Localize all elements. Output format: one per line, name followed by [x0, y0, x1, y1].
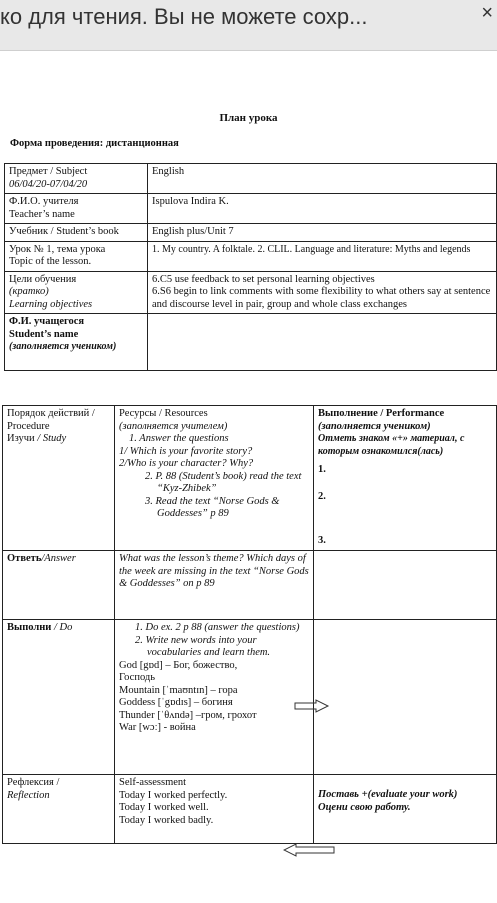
reflection-performance-cell[interactable] [314, 775, 497, 844]
left-arrow-icon [283, 843, 335, 857]
study-item: 3. Read the text “Norse Gods & Goddesses” p 89 [145, 495, 280, 519]
student-label-ru: Ф.И. учащегося [9, 316, 85, 327]
student-label-cell [5, 314, 148, 371]
teacher-label-cell [5, 194, 148, 224]
goals-label-ru2: (кратко) [9, 286, 49, 297]
subject-label-cell [5, 164, 148, 194]
do-item: 2. Write new words into your vocabularies and learn them. [135, 634, 271, 658]
vocab-line: Mountain [ˈmaʊntɪn] – гора [119, 684, 238, 696]
read-only-notice-text: ко для чтения. Вы не можете сохр... [0, 4, 368, 29]
answer-text: What was the lesson’s theme? Which days of the week are missing in the text “Norse Gods & Goddesses” on p 89 [119, 553, 309, 589]
reflection-resources-cell [115, 775, 314, 844]
perf-mark-1: 1. [318, 464, 326, 475]
performance-label: Выполнение / Performance [318, 408, 445, 419]
book-value-cell [148, 224, 497, 242]
student-label-en: Student’s name [9, 328, 79, 340]
subject-dates: 06/04/20-07/04/20 [9, 178, 88, 190]
vocab-line: War [wɔː] - война [119, 722, 196, 733]
lesson-label-cell [5, 241, 148, 271]
lesson-label-ru: Урок № 1, тема урока [9, 243, 106, 255]
vocab-line: Thunder [ˈθʌndə] –гром, грохот [119, 709, 257, 721]
do-label-en: / Do [53, 622, 73, 633]
perf-mark-2: 2. [318, 490, 326, 502]
book-value: English plus/Unit 7 [152, 226, 234, 237]
study-label [7, 433, 110, 446]
procedure-label: Порядок действий / Procedure [7, 408, 95, 432]
goals-label-ru: Цели обучения [9, 273, 77, 285]
answer-label-en: /Answer [41, 553, 76, 564]
reflection-label-cell [3, 775, 115, 844]
reflection-perf-instruction: Поставь +(evaluate your work) [318, 789, 458, 800]
vocab-line: Goddess [ˈgɒdɪs] – богиня [119, 697, 233, 708]
do-item: 1. Do ex. 2 p 88 (answer the questions) [135, 622, 300, 633]
student-value-cell[interactable] [148, 314, 497, 371]
info-table [4, 163, 497, 371]
performance-note: (заполняется учеником) [318, 420, 431, 432]
resources-label: Ресурсы / Resources [119, 408, 208, 419]
answer-text-cell [115, 551, 314, 620]
teacher-value-cell [148, 194, 497, 224]
reflection-item: Today I worked perfectly. [119, 789, 228, 801]
close-icon[interactable]: × [481, 2, 493, 24]
page-title: План урока [219, 112, 278, 124]
answer-label-cell [3, 551, 115, 620]
do-resources-cell [115, 620, 314, 775]
reflection-item: Self-assessment [119, 777, 187, 788]
study-item: 2. P. 88 (Student’s book) read the text “Kyz-Zhibek” [145, 470, 302, 494]
study-resources-cell [115, 406, 314, 551]
performance-cell[interactable] [314, 406, 497, 551]
reflection-label-en: Reflection [7, 789, 50, 801]
do-performance-cell[interactable] [314, 620, 497, 775]
do-label-cell [3, 620, 115, 775]
teacher-label-en: Teacher’s name [9, 208, 75, 220]
lesson-value-cell [148, 241, 497, 271]
lesson-value: 1. My country. A folktale. 2. CLIL. Language and literature: Myths and legends [152, 243, 471, 255]
teacher-label-ru: Ф.И.О. учителя [9, 196, 79, 207]
reflection-item: Today I worked well. [119, 802, 209, 813]
study-item: 1. Answer the questions [129, 433, 229, 444]
lesson-table [2, 405, 497, 844]
reflection-perf-instruction-ru: Оцени свою работу. [318, 801, 411, 813]
goal-1: 6.C5 use feedback to set personal learning objectives [152, 273, 375, 285]
answer-performance-cell[interactable] [314, 551, 497, 620]
study-label-en: / Study [37, 433, 67, 444]
study-item: 1/ Which is your favorite story? [119, 445, 253, 457]
subject-value-cell [148, 164, 497, 194]
reflection-item: Today I worked badly. [119, 814, 214, 826]
book-label: Учебник / Student’s book [9, 226, 119, 237]
resources-note: (заполняется учителем) [119, 420, 228, 432]
reflection-label-ru: Рефлексия / [7, 777, 60, 788]
subject-value: English [152, 166, 185, 177]
teacher-value: Ispulova Indira K. [152, 196, 229, 207]
goals-label-en: Learning objectives [9, 298, 93, 310]
goals-label-cell [5, 271, 148, 314]
performance-instruction: Отметь знаком «+» материал, с которым ознакомился(лась) [318, 433, 465, 457]
do-label-ru: Выполни [7, 622, 52, 633]
goals-value-cell [148, 271, 497, 314]
study-label-cell [3, 406, 115, 551]
study-label-ru: Изучи [7, 433, 35, 444]
goal-2: 6.S6 begin to link comments with some flexibility to what others say at sentence and discourse level in pair, group and whole class exchanges [152, 286, 491, 310]
lesson-form: Форма проведения: дистанционная [10, 138, 179, 149]
perf-mark-3: 3. [318, 535, 326, 546]
vocab-line: God [gɒd] – Бог, божество, [119, 659, 238, 671]
right-arrow-icon [294, 699, 330, 713]
lesson-label-en: Topic of the lesson. [9, 256, 92, 267]
read-only-notice-bar [0, 0, 497, 51]
vocab-line: Господь [119, 672, 156, 683]
book-label-cell [5, 224, 148, 242]
answer-label-ru: Ответь [7, 553, 42, 564]
student-label-note: (заполняется учеником) [9, 341, 117, 352]
study-item: 2/Who is your character? Why? [119, 458, 254, 469]
subject-label: Предмет / Subject [9, 166, 88, 177]
